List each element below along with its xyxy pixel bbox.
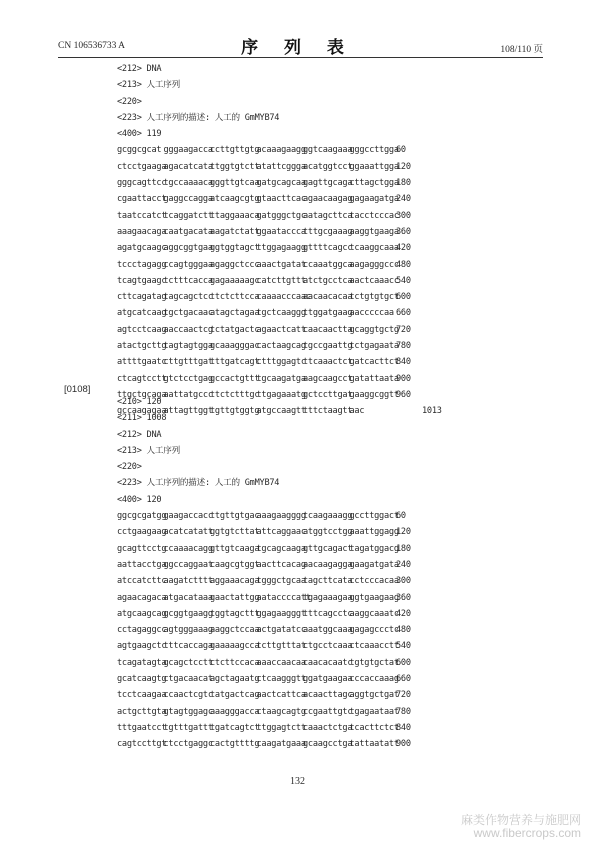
sequence-block-119 bbox=[117, 61, 557, 420]
sequence-position: 180 bbox=[396, 543, 411, 554]
paragraph-marker: [0108] bbox=[64, 384, 91, 395]
sequence-group: aatagcttca bbox=[303, 210, 353, 221]
header-rule bbox=[58, 57, 543, 58]
sequence-group: tgagaaagaa bbox=[303, 592, 353, 603]
sequence-position: 720 bbox=[396, 324, 411, 335]
sequence-group: aaagggacca bbox=[210, 706, 260, 717]
sequence-row bbox=[117, 736, 557, 752]
sequence-group: ttggtgtctt bbox=[210, 161, 260, 172]
sequence-group: caaactctga bbox=[303, 722, 353, 733]
sequence-group: atctgcctca bbox=[303, 275, 353, 286]
sequence-group: gccttggact bbox=[349, 511, 399, 522]
sequence-row bbox=[117, 354, 557, 370]
sequence-group: aaactgatat bbox=[256, 259, 306, 270]
sequence-group: ttgagaaatg bbox=[256, 389, 306, 400]
sequence-group: agacatcata bbox=[163, 161, 213, 172]
sequence-group: cctagaggcc bbox=[117, 625, 167, 636]
sequence-row bbox=[117, 655, 557, 671]
sequence-group: cccaccaaag bbox=[349, 674, 399, 685]
sequence-position: 420 bbox=[396, 608, 411, 619]
sequence-group: tatgactcag bbox=[210, 690, 260, 701]
page-title: 序 列 表 bbox=[241, 38, 354, 58]
sequence-group: agtgggaaag bbox=[163, 625, 213, 636]
sequence-group: gatcacttct bbox=[349, 357, 399, 368]
sequence-group: tcaggatctt bbox=[163, 210, 213, 221]
sequence-row bbox=[117, 687, 557, 703]
sequence-group: tcagatagta bbox=[117, 657, 167, 668]
sequence-group: actgatatcc bbox=[256, 625, 306, 636]
sequence-group: tgagaataat bbox=[349, 706, 399, 717]
sequence-position: 780 bbox=[396, 706, 411, 717]
sequence-group: ggagaagggt bbox=[256, 608, 306, 619]
sequence-position: 840 bbox=[396, 357, 411, 368]
sequence-group: tgccaaaaca bbox=[163, 178, 213, 189]
sequence-row bbox=[117, 240, 557, 256]
sequence-group: cactgttttg bbox=[210, 739, 260, 750]
sequence-group: ggtgaagaag bbox=[349, 592, 399, 603]
sequence-group: aaatggcaaa bbox=[303, 625, 353, 636]
sequence-group: cctgaagaag bbox=[117, 527, 167, 538]
sequence-group: gccaagagaa bbox=[117, 406, 167, 417]
sequence-meta-line: <213> 人工序列 bbox=[117, 80, 180, 91]
sequence-position: 240 bbox=[396, 194, 411, 205]
sequence-group: aattatgccc bbox=[163, 389, 213, 400]
sequence-group: tattaatatt bbox=[349, 739, 399, 750]
sequence-position: 900 bbox=[396, 739, 411, 750]
sequence-group: atgcaagcag bbox=[117, 608, 167, 619]
sequence-group: ggcgcgatgg bbox=[117, 511, 167, 522]
sequence-group: tttgatcagt bbox=[210, 357, 260, 368]
sequence-group: atagctagaa bbox=[210, 308, 260, 319]
sequence-group: tttgcgaaag bbox=[303, 226, 353, 237]
sequence-group: ttgctgcaga bbox=[117, 389, 167, 400]
sequence-meta-line: <223> 人工序列的描述: 人工的 GmMYB74 bbox=[117, 478, 280, 489]
sequence-position: 600 bbox=[396, 292, 411, 303]
sequence-group: gagttgcaga bbox=[303, 178, 353, 189]
sequence-group: agtgaagctc bbox=[117, 641, 167, 652]
sequence-group: atgcatcaag bbox=[117, 308, 167, 319]
sequence-group: tgttgtggtg bbox=[210, 406, 260, 417]
sequence-group: gagagccctc bbox=[349, 625, 399, 636]
sequence-group: aagatctatt bbox=[210, 226, 260, 237]
sequence-group: tctatgactc bbox=[210, 324, 260, 335]
sequence-group: gatgcagcaa bbox=[256, 178, 306, 189]
sequence-group: gcagctcctt bbox=[163, 657, 213, 668]
sequence-group: agatgcaagc bbox=[117, 243, 167, 254]
sequence-group: aagcaagcct bbox=[303, 373, 353, 384]
sequence-meta-line: <212> DNA bbox=[117, 429, 162, 440]
sequence-position: 660 bbox=[396, 308, 411, 319]
sequence-group: caacacaatc bbox=[303, 657, 353, 668]
sequence-meta-line: <400> 120 bbox=[117, 494, 162, 505]
sequence-group: catcttgttt bbox=[256, 275, 306, 286]
sequence-group: aaggtgaaga bbox=[349, 226, 399, 237]
sequence-position: 300 bbox=[396, 210, 411, 221]
sequence-row bbox=[117, 175, 557, 191]
sequence-position: 840 bbox=[396, 722, 411, 733]
sequence-group: taatccatct bbox=[117, 210, 167, 221]
sequence-position: 600 bbox=[396, 657, 411, 668]
sequence-group: aaggcaaatc bbox=[349, 608, 399, 619]
sequence-group: tagatggacg bbox=[349, 543, 399, 554]
sequence-row bbox=[117, 159, 557, 175]
sequence-group: caatgacata bbox=[163, 226, 213, 237]
sequence-group: tcaaggcaaa bbox=[349, 243, 399, 254]
sequence-position: 780 bbox=[396, 341, 411, 352]
sequence-group: tctttcacca bbox=[163, 275, 213, 286]
sequence-group: aaccaactcg bbox=[163, 324, 213, 335]
sequence-group: cctcccacaa bbox=[349, 576, 399, 587]
sequence-position: 660 bbox=[396, 674, 411, 685]
sequence-group: ctcagtcctt bbox=[117, 373, 167, 384]
watermark-text: 麻类作物营养与施肥网 bbox=[460, 813, 581, 827]
sequence-position: 1013 bbox=[422, 406, 442, 417]
sequence-block-120 bbox=[117, 394, 557, 753]
sequence-group: tggtagcttt bbox=[210, 608, 260, 619]
sequence-row bbox=[117, 638, 557, 654]
sequence-group: gcaggtgctg bbox=[349, 324, 399, 335]
sequence-group: aggcggtgaa bbox=[163, 243, 213, 254]
sequence-meta-line: <212> DNA bbox=[117, 64, 162, 74]
sequence-group: gtaacttcac bbox=[256, 194, 306, 205]
sequence-position: 120 bbox=[396, 161, 411, 172]
sequence-position: 900 bbox=[396, 373, 411, 384]
sequence-row bbox=[117, 224, 557, 240]
sequence-group: ttgttgtgac bbox=[210, 511, 260, 522]
sequence-group: tctgtgtgct bbox=[349, 292, 399, 303]
sequence-group: gcagttcctg bbox=[117, 543, 167, 554]
sequence-group: aactcaaacc bbox=[349, 275, 399, 286]
sequence-group: tagtagtgga bbox=[163, 341, 213, 352]
sequence-position: 420 bbox=[396, 243, 411, 254]
sequence-group: gttgcagact bbox=[303, 543, 353, 554]
sequence-group: gatgggctgc bbox=[256, 210, 306, 221]
sequence-group: aacaagagga bbox=[303, 559, 353, 570]
sequence-group: aaattggagg bbox=[349, 527, 399, 538]
sequence-row bbox=[117, 508, 557, 524]
sequence-group: ggccaggaat bbox=[163, 559, 213, 570]
sequence-group: gaggccagga bbox=[163, 194, 213, 205]
sequence-position: 480 bbox=[396, 259, 411, 270]
sequence-group: gtctcctgag bbox=[163, 373, 213, 384]
sequence-group: gagaagatga bbox=[349, 194, 399, 205]
patent-number: CN 106536733 A bbox=[58, 41, 126, 51]
sequence-group: gcaagcctga bbox=[303, 739, 353, 750]
sequence-group: aataccccatt bbox=[256, 592, 311, 603]
sequence-group: caacaactta bbox=[303, 324, 353, 335]
sequence-group: gtagtggagc bbox=[163, 706, 213, 717]
sequence-group: gaagaccacc bbox=[163, 511, 213, 522]
sequence-group: atggtcctgg bbox=[303, 527, 353, 538]
sequence-group: atccatcttc bbox=[117, 576, 167, 587]
sequence-group: agaacagaca bbox=[117, 592, 167, 603]
sequence-group: tttcaccaga bbox=[163, 641, 213, 652]
sequence-group: ttcaaactct bbox=[303, 357, 353, 368]
sequence-group: tgtttgattt bbox=[163, 722, 213, 733]
sequence-group: gaaaaagcca bbox=[210, 641, 260, 652]
sequence-row bbox=[117, 322, 557, 338]
watermark-url: www.fibercrops.com bbox=[473, 826, 581, 840]
sequence-group: caagatgaaa bbox=[256, 739, 306, 750]
sequence-group: gcaaagggac bbox=[210, 341, 260, 352]
sequence-position: 360 bbox=[396, 226, 411, 237]
sequence-position: 60 bbox=[396, 145, 406, 156]
sequence-group: ctcttccaca bbox=[210, 657, 260, 668]
sequence-position: 240 bbox=[396, 559, 411, 570]
sequence-row bbox=[117, 524, 557, 540]
sequence-group: ttggagaagg bbox=[256, 243, 306, 254]
sequence-group: tgcaagatga bbox=[256, 373, 306, 384]
sequence-row bbox=[117, 257, 557, 273]
sequence-group: actgcttgta bbox=[117, 706, 167, 717]
sequence-group: caaaacccaac bbox=[256, 292, 311, 303]
sequence-row bbox=[117, 541, 557, 557]
sequence-group: gggaagacca bbox=[163, 145, 213, 156]
sequence-group: tccctagagg bbox=[117, 259, 167, 270]
sequence-group: tcagtgaagc bbox=[117, 275, 167, 286]
sequence-meta-line: <220> bbox=[117, 462, 142, 473]
sequence-group: tgatcagtct bbox=[210, 722, 260, 733]
sequence-meta-line: <211> 1008 bbox=[117, 413, 167, 424]
sequence-group: ttaggaaaca bbox=[210, 210, 260, 221]
sequence-group: tgggctgcaa bbox=[256, 576, 306, 587]
sequence-group: aattacctga bbox=[117, 559, 167, 570]
sequence-group: aac bbox=[349, 406, 365, 417]
sequence-group: tcaagaaagg bbox=[303, 511, 353, 522]
sequence-group: cagtccttgt bbox=[117, 739, 167, 750]
sequence-position: 960 bbox=[396, 389, 411, 400]
sequence-meta-line: <210> 120 bbox=[117, 397, 162, 407]
sequence-group: ctcctgaggc bbox=[163, 739, 213, 750]
sequence-group: tgcagcaaga bbox=[256, 543, 306, 554]
sequence-group: gatattaata bbox=[349, 373, 399, 384]
sequence-group: tttctaagtt bbox=[303, 406, 353, 417]
sequence-group: aagagggccc bbox=[349, 259, 399, 270]
sequence-group: ttctcttcca bbox=[210, 292, 260, 303]
sequence-position: 360 bbox=[396, 592, 411, 603]
sequence-group: agaactcatt bbox=[256, 324, 306, 335]
sequence-group: atcaagcgtg bbox=[210, 194, 260, 205]
sequence-group: ggaaattgga bbox=[349, 161, 399, 172]
sequence-group: cgaattacct bbox=[117, 194, 167, 205]
sequence-group: gggttgtcaa bbox=[210, 178, 260, 189]
sequence-group: aagatctttt bbox=[163, 576, 213, 587]
sequence-group: atgccaagtt bbox=[256, 406, 306, 417]
sequence-meta-line: <223> 人工序列的描述: 人工的 GmMYB74 bbox=[117, 112, 280, 123]
sequence-group: tttgaatcct bbox=[117, 722, 167, 733]
sequence-group: ctcctgaaga bbox=[117, 161, 167, 172]
sequence-row bbox=[117, 142, 557, 158]
sequence-group: aaggctccaa bbox=[210, 625, 260, 636]
sequence-position: 480 bbox=[396, 625, 411, 636]
sequence-group: tcttgtttat bbox=[256, 641, 306, 652]
sequence-group: ggtggtagct bbox=[210, 243, 260, 254]
sequence-row bbox=[117, 191, 557, 207]
sequence-group: gggcagttcc bbox=[117, 178, 167, 189]
sequence-group: cttgtttgat bbox=[163, 357, 213, 368]
sequence-position: 180 bbox=[396, 178, 411, 189]
sequence-group: aacaacacaa bbox=[303, 292, 353, 303]
sequence-row bbox=[117, 208, 557, 224]
sequence-group: ctcaagggtt bbox=[256, 674, 306, 685]
sequence-group: tcctcaagaa bbox=[117, 690, 167, 701]
sequence-group: aaagaagggg bbox=[256, 511, 306, 522]
sequence-row bbox=[117, 622, 557, 638]
sequence-group: ctaagcagtg bbox=[256, 706, 306, 717]
sequence-group: atattcggga bbox=[256, 161, 306, 172]
sequence-row bbox=[117, 371, 557, 387]
sequence-group: cactaagcag bbox=[256, 341, 306, 352]
sequence-position: 60 bbox=[396, 511, 406, 522]
sequence-group: attttgaatc bbox=[117, 357, 167, 368]
sequence-group: tgctcaaggg bbox=[256, 308, 306, 319]
sequence-group: acatggtcct bbox=[303, 161, 353, 172]
sequence-row bbox=[117, 671, 557, 687]
sequence-group: ctgacaacat bbox=[163, 674, 213, 685]
sequence-group: ttggagtctt bbox=[256, 722, 306, 733]
sequence-group: acatcatatt bbox=[163, 527, 213, 538]
sequence-group: gttttcagcc bbox=[303, 243, 353, 254]
sequence-group: ctcaaacctt bbox=[349, 641, 399, 652]
sequence-group: tagcttcata bbox=[303, 576, 353, 587]
sequence-group: attcaggaac bbox=[256, 527, 306, 538]
sequence-group: ccaaaacagg bbox=[163, 543, 213, 554]
sequence-group: gaagatgata bbox=[349, 559, 399, 570]
sequence-position: 540 bbox=[396, 275, 411, 286]
sequence-group: cttcagatag bbox=[117, 292, 167, 303]
sequence-group: tgccgaattg bbox=[303, 341, 353, 352]
sequence-group: gaactattgg bbox=[210, 592, 260, 603]
sequence-position: 300 bbox=[396, 576, 411, 587]
sequence-row bbox=[117, 305, 557, 321]
sequence-group: atgacataaa bbox=[163, 592, 213, 603]
sequence-group: ttctctttgc bbox=[210, 389, 260, 400]
sequence-group: gcggtgaagg bbox=[163, 608, 213, 619]
sequence-group: ccagtgggaa bbox=[163, 259, 213, 270]
sequence-group: atactgcttg bbox=[117, 341, 167, 352]
sequence-group: gggccttgga bbox=[349, 145, 399, 156]
sequence-group: aaagaacaga bbox=[117, 226, 167, 237]
sequence-row bbox=[117, 720, 557, 736]
sequence-group: aactcattca bbox=[256, 690, 306, 701]
sequence-group: tagcagctcc bbox=[163, 292, 213, 303]
sequence-meta-line: <220> bbox=[117, 96, 142, 107]
sequence-group: caagcgtggt bbox=[210, 559, 260, 570]
sequence-row bbox=[117, 606, 557, 622]
sequence-group: ggtcaagaaa bbox=[303, 145, 353, 156]
sequence-group: ccaactcgtc bbox=[163, 690, 213, 701]
sequence-group: acaacttagc bbox=[303, 690, 353, 701]
sequence-group: gctccttgat bbox=[303, 389, 353, 400]
sequence-group: tctgagaata bbox=[349, 341, 399, 352]
sequence-group: tgtgtgctat bbox=[349, 657, 399, 668]
sequence-meta-line: <213> 人工序列 bbox=[117, 445, 180, 456]
sequence-group: agctagaatg bbox=[210, 674, 260, 685]
sequence-group: tacctcccac bbox=[349, 210, 399, 221]
sequence-group: attagttggt bbox=[163, 406, 213, 417]
sequence-group: ctttggagtc bbox=[256, 357, 306, 368]
sequence-row bbox=[117, 289, 557, 305]
sequence-group: gccactgttt bbox=[210, 373, 260, 384]
sequence-group: acaaagaagg bbox=[256, 145, 306, 156]
sequence-row bbox=[117, 557, 557, 573]
sequence-group: aacccccaa bbox=[349, 308, 394, 319]
sequence-meta-line: <400> 119 bbox=[117, 129, 162, 140]
sequence-row bbox=[117, 590, 557, 606]
sequence-group: tcacttctct bbox=[349, 722, 399, 733]
sequence-group: gcggcgcat bbox=[117, 145, 162, 156]
sequence-group: ggatgaagaa bbox=[303, 674, 353, 685]
sequence-group: ttggatgaag bbox=[303, 308, 353, 319]
sequence-position: 540 bbox=[396, 641, 411, 652]
page-reference: 108/110 页 bbox=[500, 45, 543, 55]
sequence-position: 720 bbox=[396, 690, 411, 701]
sequence-group: tgctgacaac bbox=[163, 308, 213, 319]
sequence-group: agaacaagag bbox=[303, 194, 353, 205]
sequence-group: ctgcctcaaa bbox=[303, 641, 353, 652]
sequence-group: ccaaatggca bbox=[303, 259, 353, 270]
sequence-group: aacttcacag bbox=[256, 559, 306, 570]
sequence-group: agtcctcaag bbox=[117, 324, 167, 335]
sequence-group: gttgtcaaga bbox=[210, 543, 260, 554]
sequence-group: ccttgttgtg bbox=[210, 145, 260, 156]
sequence-group: tttcagcctc bbox=[303, 608, 353, 619]
sequence-group: gaaggcggtt bbox=[349, 389, 399, 400]
sequence-group: ggtgtcttat bbox=[210, 527, 260, 538]
sequence-group: aggaaacaga bbox=[210, 576, 260, 587]
sequence-group: cttagctgga bbox=[349, 178, 399, 189]
sequence-group: aaaccaacaa bbox=[256, 657, 306, 668]
sequence-row bbox=[117, 338, 557, 354]
sequence-position: 120 bbox=[396, 527, 411, 538]
sequence-group: ggaataccca bbox=[256, 226, 306, 237]
sequence-group: gcatcaagtg bbox=[117, 674, 167, 685]
page-number: 132 bbox=[290, 776, 305, 787]
sequence-row bbox=[117, 273, 557, 289]
sequence-row bbox=[117, 704, 557, 720]
sequence-group: gagaaaaagc bbox=[210, 275, 260, 286]
sequence-group: ccgaattgtc bbox=[303, 706, 353, 717]
sequence-group: agaggctccc bbox=[210, 259, 260, 270]
sequence-group: aggtgctgat bbox=[349, 690, 399, 701]
sequence-row bbox=[117, 573, 557, 589]
